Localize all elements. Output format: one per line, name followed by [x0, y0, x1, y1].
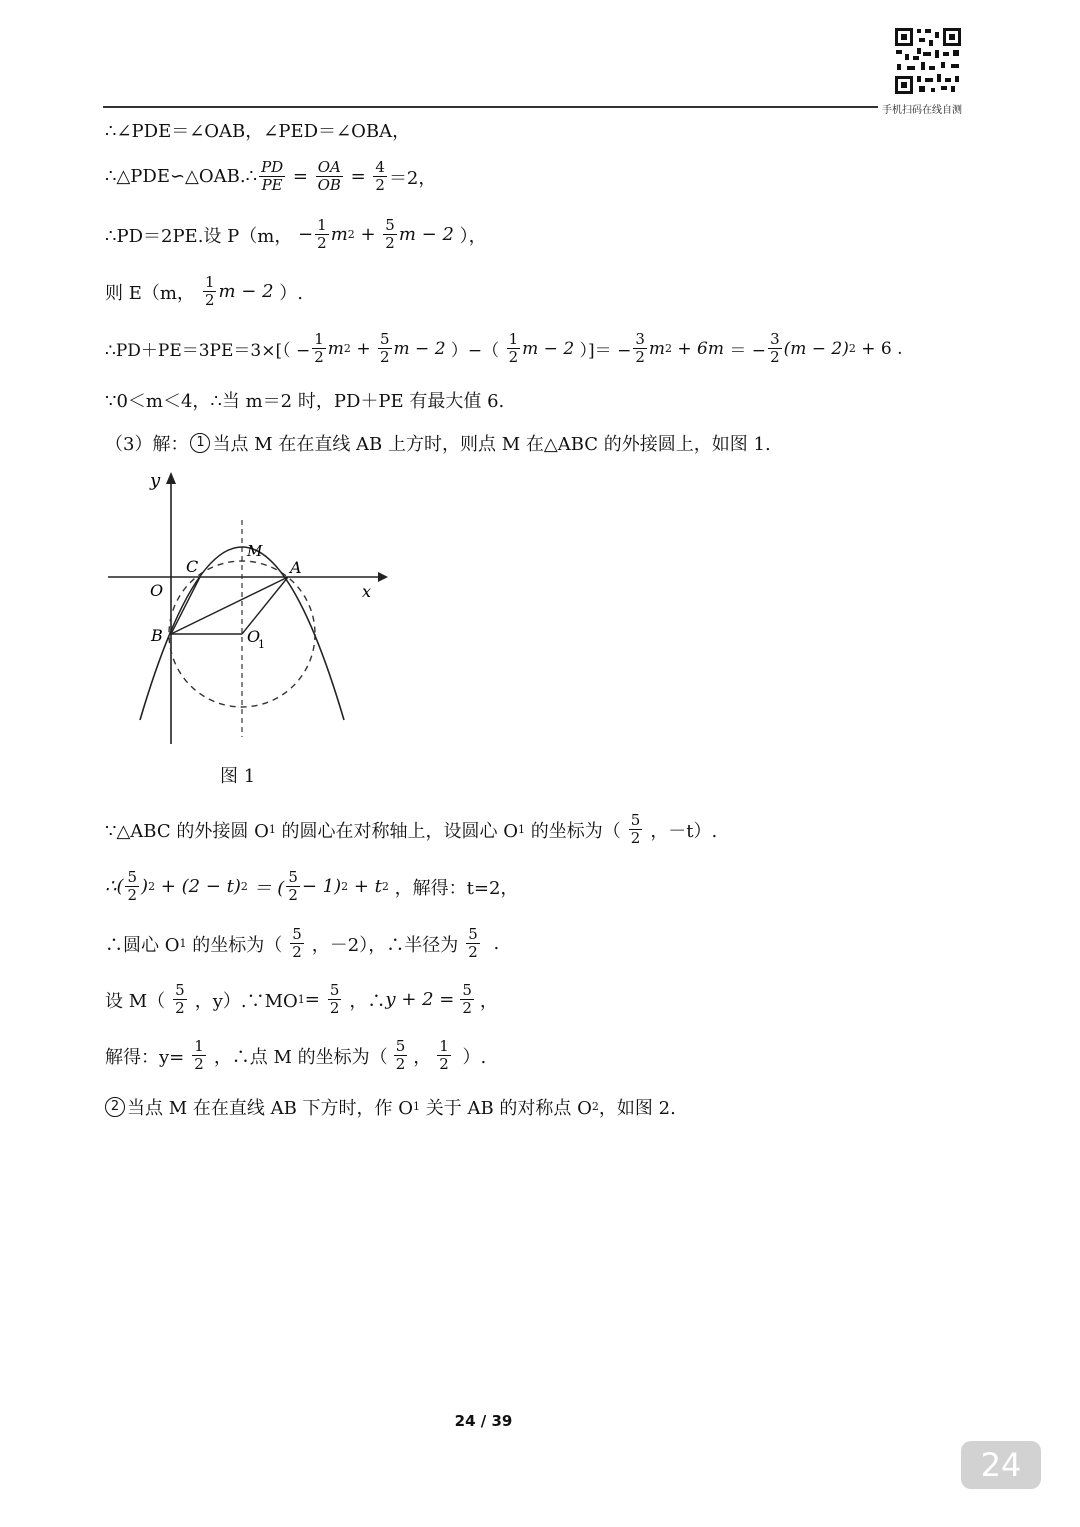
numerator: 5 [385, 216, 395, 234]
denominator: 2 [379, 348, 390, 366]
fraction [507, 332, 521, 365]
text: y + 2 = [385, 989, 455, 1010]
figure-1-diagram [100, 462, 390, 752]
text: = [344, 166, 372, 187]
text: m [648, 338, 665, 359]
text: ，∴点 M 的坐标为（ [213, 1046, 388, 1068]
text: ）. [273, 282, 303, 304]
fraction [312, 332, 326, 365]
fraction [192, 1039, 206, 1072]
numerator: 5 [462, 981, 472, 999]
denominator: 2 [317, 234, 327, 252]
x-axis-arrow [378, 572, 388, 582]
denominator: 2 [462, 999, 472, 1017]
solution-line-7 [105, 430, 771, 456]
solution-line-5: ∴PD＋PE＝3PE＝3×[（ − $\frac{1}{2}$ m 2 + $\frac{5}{2}$ m − 2 ）−（ $\frac{1}{2}$ m − 2 ）]＝ − $\frac{3}{2}$ m 2 + 6m ＝ − $\frac{3}{2}$ (m − 2) 2 + 6 . [105, 330, 903, 366]
fraction [286, 870, 300, 903]
label-o: O [150, 581, 164, 600]
denominator: 2 [439, 1055, 449, 1073]
fraction [378, 332, 392, 365]
text: ∵0＜m＜4，∴当 m＝2 时，PD＋PE 有最大值 6. [105, 391, 505, 412]
numerator: 5 [329, 981, 340, 999]
denominator: 2 [395, 1055, 406, 1073]
page-badge: 24 [961, 1441, 1041, 1489]
text: + 6m [672, 338, 724, 359]
numerator: OA [317, 158, 341, 176]
fraction-oa-ob [316, 160, 343, 193]
fraction [125, 870, 139, 903]
denominator: 2 [630, 829, 641, 847]
text: ， [413, 1046, 432, 1068]
solution-line-10: ∴圆心 O 1 的坐标为（ $\frac{5}{2}$ ，－2），∴半径为 $\frac{5}{2}$ . [105, 925, 500, 961]
text: ∴△PDE∽△OAB.∴ [105, 166, 258, 187]
fraction [373, 160, 387, 193]
denominator: PE [261, 176, 283, 194]
text: + [350, 338, 376, 359]
text: ）]＝ − [574, 341, 632, 361]
text: ，解得：t=2， [388, 877, 519, 899]
denominator: 2 [204, 291, 215, 309]
text: ，∴ [349, 990, 386, 1012]
text: ，－t）. [650, 820, 718, 842]
text: m − 2 [393, 338, 446, 359]
segment-ba [171, 577, 288, 634]
denominator: 2 [292, 943, 302, 961]
text: ＝ − [724, 341, 767, 361]
numerator: 1 [317, 216, 327, 234]
text: 的圆心在对称轴上，设圆心 O [275, 820, 519, 842]
text: ) [141, 876, 149, 897]
numerator: 1 [204, 273, 215, 291]
fraction [328, 983, 342, 1016]
solution-line-13: 2 当点 M 在在直线 AB 下方时，作 O 1 关于 AB 的对称点 O 2 ，如图 2. [105, 1094, 676, 1120]
text: ）. [456, 1046, 487, 1068]
text: ，－2），∴半径为 [311, 934, 459, 956]
numerator: 5 [468, 925, 478, 943]
solution-line-9: ∴( $\frac{5}{2}$ ) 2 + (2 − t) 2 ＝ ( $\frac{5}{2}$ − 1) 2 + t 2 ，解得：t=2， [105, 868, 519, 904]
denominator: 2 [468, 943, 478, 961]
denominator: 2 [508, 348, 519, 366]
denominator: OB [317, 176, 341, 194]
fraction [768, 332, 782, 365]
solution-line-4 [105, 275, 303, 308]
fraction [460, 983, 474, 1016]
numerator: 5 [288, 868, 298, 886]
text: = [304, 989, 320, 1010]
y-axis-arrow [166, 472, 176, 484]
fraction [315, 218, 329, 251]
label-o1-sub: 1 [258, 638, 265, 651]
numerator: 5 [630, 811, 641, 829]
text: ＝2， [388, 167, 437, 189]
text: . [891, 338, 903, 359]
segment-o1a [242, 577, 288, 634]
text: m [327, 338, 344, 359]
text: 的坐标为（ [186, 934, 283, 956]
text: ，如图 2. [598, 1098, 676, 1119]
fraction [383, 218, 397, 251]
solution-line-11: 设 M（ $\frac{5}{2}$ ，y）.∵MO 1 = $\frac{5}{2}$ ，∴ y + 2 = $\frac{5}{2}$ ， [105, 981, 498, 1017]
solution-line-3: ∴PD＝2PE.设 P（m， − $\frac{1}{2}$ m 2 + $\frac{5}{2}$ m − 2 ）， [105, 216, 487, 252]
numerator: 5 [127, 868, 138, 886]
label-a: A [290, 558, 302, 577]
solution-line-6 [105, 387, 504, 413]
fraction [203, 275, 217, 308]
numerator: 1 [194, 1037, 204, 1055]
numerator: 1 [508, 330, 519, 348]
numerator: 3 [635, 330, 645, 348]
fraction [437, 1039, 451, 1072]
numerator: 5 [379, 330, 390, 348]
qr-code-icon [893, 26, 963, 96]
text: m − 2 [218, 281, 274, 302]
text: （3）解： [105, 434, 189, 455]
numerator: 5 [292, 925, 302, 943]
denominator: 2 [385, 234, 395, 252]
text: ∴圆心 O [105, 934, 180, 956]
text: − 1) [301, 876, 342, 897]
text: ）， [453, 225, 487, 247]
circled-number-2: 2 [105, 1097, 125, 1117]
text: 则 E（m， [105, 282, 195, 304]
text: ）−（ [445, 341, 505, 361]
fraction [394, 1039, 408, 1072]
numerator: PD [261, 158, 284, 176]
solution-line-2 [105, 160, 436, 193]
numerator: 5 [175, 981, 185, 999]
text: ∴PD＝2PE.设 P（m， [105, 225, 293, 247]
solution-line-1 [105, 117, 410, 143]
numerator: 4 [375, 158, 385, 176]
denominator: 2 [288, 886, 298, 904]
denominator: 2 [329, 999, 340, 1017]
text: 当点 M 在在直线 AB 下方时，作 O [127, 1098, 414, 1119]
fraction-pd-pe [259, 160, 285, 193]
text: 设 M（ [105, 990, 166, 1012]
text: 关于 AB 的对称点 O [420, 1098, 592, 1119]
text: 的坐标为（ [525, 820, 621, 842]
solution-line-12 [105, 1039, 486, 1072]
header-rule [103, 106, 878, 108]
fraction [290, 927, 304, 960]
text: + (2 − t) [155, 876, 241, 897]
text: (m − 2) [783, 338, 849, 359]
page-indicator: 24 / 39 [454, 1412, 513, 1430]
text: . [487, 933, 500, 954]
label-o1: O [247, 627, 261, 646]
numerator: 5 [395, 1037, 406, 1055]
label-x: x [362, 582, 372, 601]
fraction [173, 983, 187, 1016]
text: ∴PD＋PE＝3PE＝3×[（ − [105, 341, 311, 361]
denominator: 2 [314, 348, 324, 366]
numerator: 1 [439, 1037, 449, 1055]
label-c: C [186, 557, 199, 576]
text: ∵△ABC 的外接圆 O [105, 820, 269, 842]
text: 解得：y= [105, 1046, 185, 1068]
text: 当点 M 在在直线 AB 上方时，则点 M 在△ABC 的外接圆上，如图 1. [212, 434, 771, 455]
fraction [629, 813, 643, 846]
numerator: 1 [314, 330, 324, 348]
text: m [330, 224, 348, 245]
denominator: 2 [635, 348, 645, 366]
text: + [354, 224, 382, 245]
denominator: 2 [127, 886, 138, 904]
text: ，y）.∵MO [194, 990, 298, 1012]
label-m: M [247, 542, 263, 560]
label-b: B [151, 626, 163, 645]
text: + 6 [855, 338, 892, 359]
denominator: 2 [175, 999, 185, 1017]
text: − [292, 224, 314, 245]
figure-1-caption: 图 1 [220, 766, 256, 787]
fraction [633, 332, 647, 365]
text: = [287, 166, 314, 187]
solution-line-8: ∵△ABC 的外接圆 O 1 的圆心在对称轴上，设圆心 O 1 的坐标为（ $\frac{5}{2}$ ，－t）. [105, 811, 718, 847]
denominator: 2 [194, 1055, 204, 1073]
fraction [466, 927, 480, 960]
text: ∴∠PDE＝∠OAB，∠PED＝∠OBA， [105, 121, 411, 142]
label-y: y [150, 470, 161, 491]
text: ∴( [105, 876, 124, 897]
text: + t [348, 876, 382, 897]
circled-number-1: 1 [190, 433, 210, 453]
qr-caption: 手机扫码在线自测 [882, 105, 962, 116]
denominator: 2 [375, 176, 385, 194]
text: ， [479, 990, 498, 1012]
numerator: 3 [770, 330, 780, 348]
text: ＝ ( [247, 877, 285, 899]
text: m − 2 [398, 224, 454, 245]
text: m − 2 [522, 338, 575, 359]
denominator: 2 [770, 348, 780, 366]
